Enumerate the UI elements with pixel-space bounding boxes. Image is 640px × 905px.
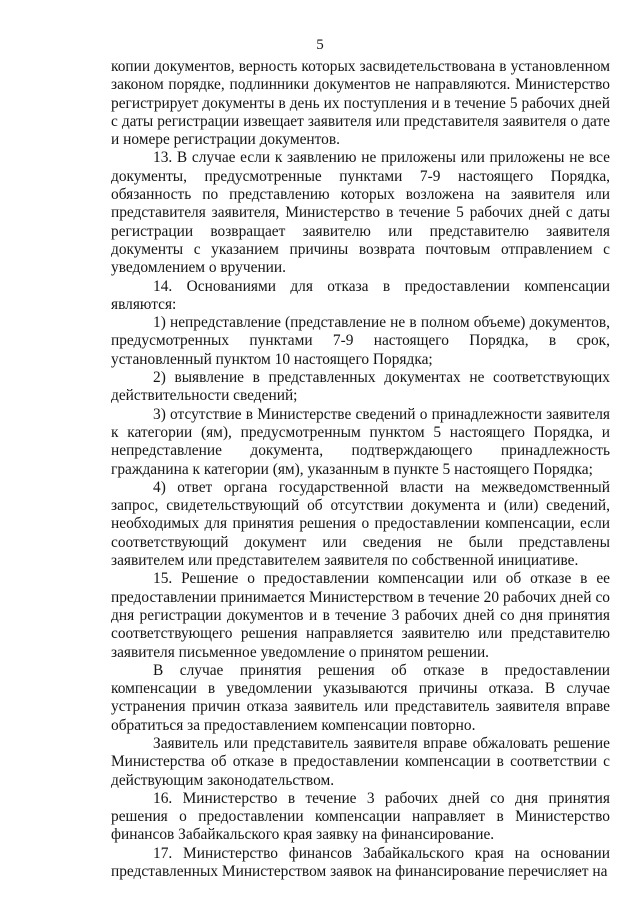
paragraph-14-item-1: 1) непредставление (представление не в полном объеме) документов, предусмотренных пунктами 7-9 настоящего Порядка, в срок, установленный пунктом 10 настоящего Порядка;	[111, 314, 610, 368]
paragraph-14: 14. Основаниями для отказа в предоставлении компенсации являются:	[111, 277, 610, 313]
paragraph-15-appeal: Заявитель или представитель заявителя вправе обжаловать решение Министерства об отказе в предоставлении компенсации в соответствии с действующим законодательством.	[111, 734, 610, 789]
paragraph-14-item-3: 3) отсутствие в Министерстве сведений о принадлежности заявителя к категории (ям), предусмотренным пунктом 5 настоящего Порядка, и непредставление документа, подтверждающего принадлежность гражданина к категории (ям), указанным в пункте 5 настоящего Порядка;	[111, 405, 610, 478]
document-body	[111, 58, 610, 881]
paragraph-13: 13. В случае если к заявлению не приложены или приложены не все документы, предусмотренные пунктами 7-9 настоящего Порядка, обязанность по представлению которых возложена на заявителя или представителя заявителя, Министерство в течение 5 рабочих дней с даты регистрации возвращает заявителю или представителю заявителя документы с указанием причины возврата почтовым отправлением с уведомлением о вручении.	[111, 149, 610, 277]
page-number: 5	[316, 37, 324, 53]
paragraph-continuation: копии документов, верность которых засвидетельствована в установленном законом порядке, подлинники документов не направляются. Министерство регистрирует документы в день их поступления и в течение 5 рабочих дней с даты регистрации извещает заявителя или представителя заявителя о дате и номере регистрации документов.	[111, 58, 610, 149]
paragraph-15: 15. Решение о предоставлении компенсации или об отказе в ее предоставлении принимается Министерством в течение 20 рабочих дней со дня регистрации документов и в течение 3 рабочих дней со дня принятия соответствующего решения направляется заявителю или представителю заявителя письменное уведомление о принятом решении.	[111, 570, 610, 661]
paragraph-17: 17. Министерство финансов Забайкальского края на основании представленных Министерством заявок на финансирование перечисляет на	[111, 844, 610, 881]
paragraph-14-item-4: 4) ответ органа государственной власти на межведомственный запрос, свидетельствующий об отсутствии документа и (или) сведений, необходимых для принятия решения о предоставлении компенсации, если соответствующий документ или сведения не были представлены заявителем или представителем заявителя по собственной инициативе.	[111, 478, 610, 570]
paragraph-16: 16. Министерство в течение 3 рабочих дней со дня принятия решения о предоставлении компенсации направляет в Министерство финансов Забайкальского края заявку на финансирование.	[111, 789, 610, 844]
paragraph-15-refusal: В случае принятия решения об отказе в предоставлении компенсации в уведомлении указываются причины отказа. В случае устранения причин отказа заявитель или представитель заявителя вправе обратиться за предоставлением компенсации повторно.	[111, 661, 610, 734]
paragraph-14-item-2: 2) выявление в представленных документах не соответствующих действительности сведений;	[111, 369, 610, 405]
